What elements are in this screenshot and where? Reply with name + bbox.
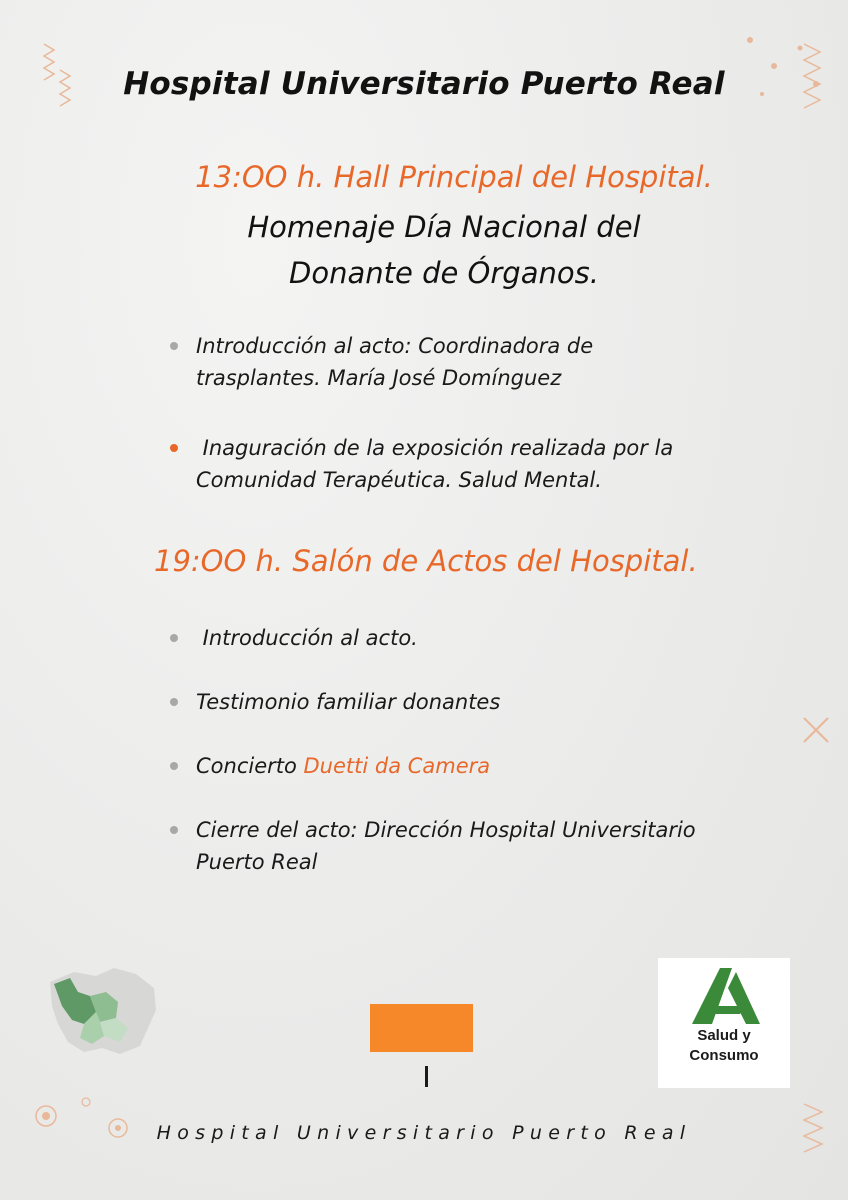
- logo-line2: Consumo: [689, 1047, 759, 1064]
- list-item-line: Introducción al acto: Coordinadora de: [196, 334, 594, 358]
- list-item: [170, 330, 810, 394]
- list-item-line: Inaguración de la exposición realizada por la: [196, 436, 674, 460]
- section1-list: [170, 330, 810, 496]
- logo-text: [658, 1026, 790, 1066]
- list-item: [170, 686, 810, 718]
- section1-subtitle: [0, 204, 848, 296]
- section1-subtitle-line1: Homenaje Día Nacional del: [247, 210, 641, 244]
- list-item-line: Cierre del acto: Dirección Hospital Universitario: [196, 818, 696, 842]
- bullet-icon: [170, 444, 178, 452]
- bullet-icon: [170, 634, 178, 642]
- list-item-text: [196, 750, 810, 782]
- section2-heading: 19:OO h. Salón de Actos del Hospital.: [154, 544, 698, 578]
- vertical-mark: [425, 1066, 428, 1087]
- list-item-line: Comunidad Terapéutica. Salud Mental.: [196, 468, 602, 492]
- list-item-text: Testimonio familiar donantes: [196, 690, 501, 714]
- list-item-text: Introducción al acto.: [196, 626, 418, 650]
- bullet-icon: [170, 762, 178, 770]
- footer-text: Hospital Universitario Puerto Real: [156, 1122, 692, 1144]
- bullet-icon: [170, 826, 178, 834]
- section1-subtitle-line2: Donante de Órganos.: [289, 256, 599, 290]
- section2-list: [170, 622, 810, 878]
- list-item: [170, 750, 810, 782]
- junta-andalucia-a-icon: [684, 966, 764, 1026]
- concert-name: Duetti da Camera: [303, 754, 491, 778]
- section1-heading: 13:OO h. Hall Principal del Hospital.: [195, 160, 713, 194]
- province-map-icon: [44, 962, 164, 1062]
- bullet-icon: [170, 342, 178, 350]
- list-item-line: trasplantes. María José Domínguez: [196, 366, 562, 390]
- list-item: [170, 622, 810, 654]
- list-item: [170, 432, 810, 496]
- bullet-icon: [170, 698, 178, 706]
- list-item: [170, 814, 810, 878]
- orange-block: [370, 1004, 473, 1052]
- list-item-line: Puerto Real: [196, 850, 318, 874]
- salud-consumo-logo: [658, 958, 790, 1088]
- page-title: Hospital Universitario Puerto Real: [123, 66, 725, 102]
- concert-prefix: Concierto: [196, 754, 304, 778]
- logo-line1: Salud y: [697, 1027, 751, 1044]
